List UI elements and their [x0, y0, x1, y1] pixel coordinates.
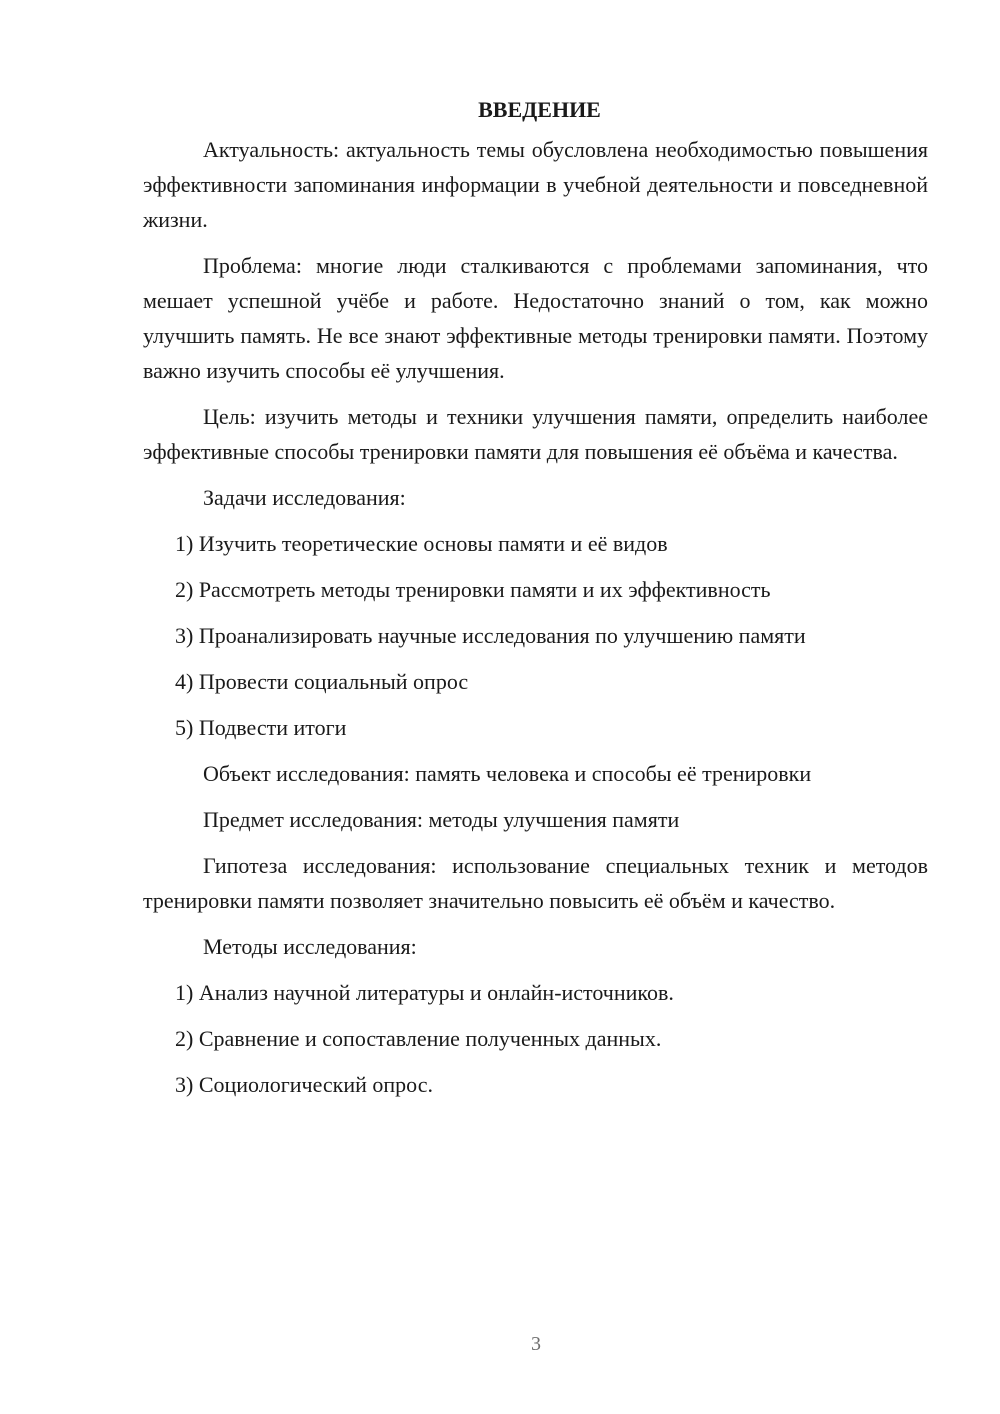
section-title: ВВЕДЕНИЕ	[478, 97, 601, 122]
list-item: 1) Изучить теоретические основы памяти и её видов	[175, 531, 668, 556]
subject-line: Предмет исследования: методы улучшения памяти	[203, 807, 680, 832]
list-item: 3) Социологический опрос.	[175, 1072, 433, 1097]
problem-paragraph: Проблема: многие люди сталкиваются с проблемами запоминания, что мешает успешной учёбе и работе. Недостаточно знаний о том, как можно улучшить память. Не все знают эффективные методы тренировки памяти. Поэтому важно изучить способы её улучшения.	[143, 253, 928, 383]
document-page	[143, 92, 928, 1113]
list-item: 2) Рассмотреть методы тренировки памяти и их эффективность	[175, 577, 771, 602]
list-item: 2) Сравнение и сопоставление полученных данных.	[175, 1026, 662, 1051]
object-line: Объект исследования: память человека и способы её тренировки	[203, 761, 812, 786]
relevance-paragraph: Актуальность: актуальность темы обусловлена необходимостью повышения эффективности запоминания информации в учебной деятельности и повседневной жизни.	[143, 137, 928, 232]
methods-list	[143, 975, 928, 1102]
methods-heading: Методы исследования:	[203, 934, 417, 959]
tasks-list	[143, 526, 928, 745]
hypothesis-paragraph: Гипотеза исследования: использование специальных техник и методов тренировки памяти позволяет значительно повысить её объём и качество.	[143, 853, 928, 913]
list-item: 4) Провести социальный опрос	[175, 669, 469, 694]
list-item: 5) Подвести итоги	[175, 715, 347, 740]
page-number: 3	[531, 1333, 541, 1355]
list-item: 3) Проанализировать научные исследования по улучшению памяти	[175, 623, 806, 648]
tasks-heading: Задачи исследования:	[203, 485, 406, 510]
goal-paragraph: Цель: изучить методы и техники улучшения памяти, определить наиболее эффективные способы тренировки памяти для повышения её объёма и качества.	[143, 404, 928, 464]
list-item: 1) Анализ научной литературы и онлайн-источников.	[175, 980, 674, 1005]
